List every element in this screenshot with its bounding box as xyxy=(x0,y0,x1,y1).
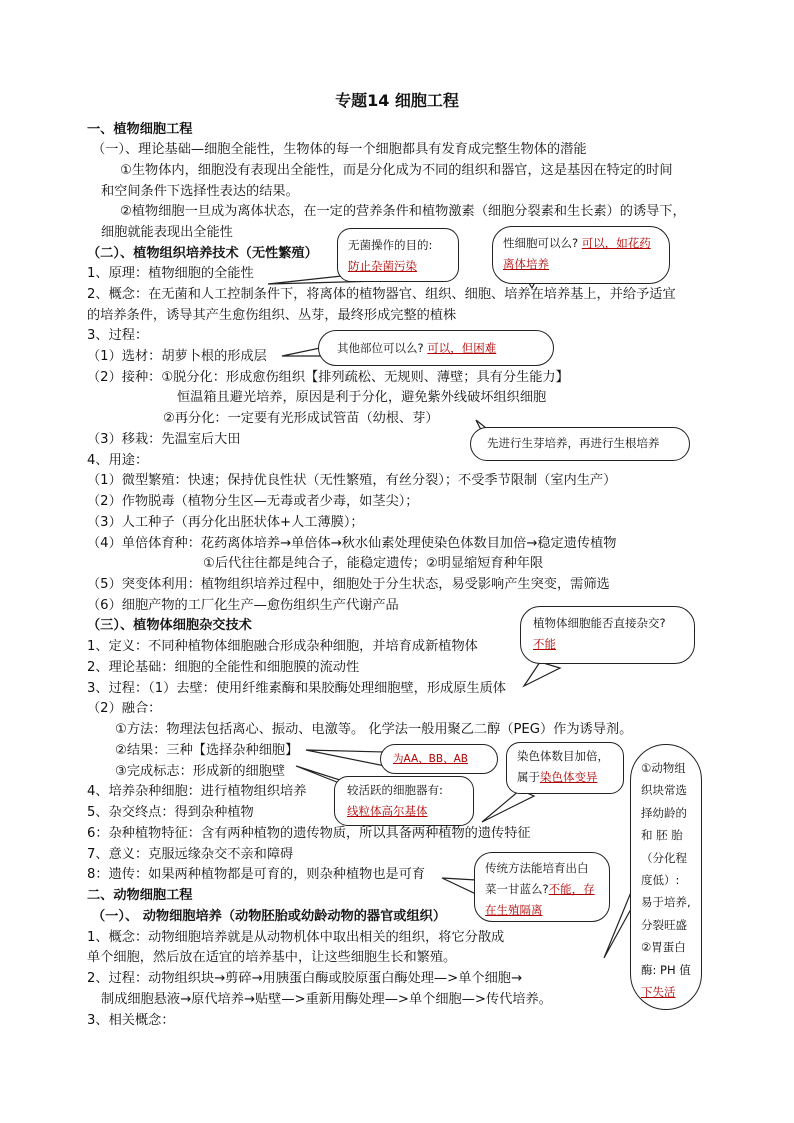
text-line: 3、相关概念： xyxy=(87,1013,175,1028)
section-heading: 二、动物细胞工程 xyxy=(87,888,193,903)
text-line: ②结果：三种【选择杂种细胞】 xyxy=(115,743,299,758)
callout-question: 无菌操作的目的: xyxy=(348,238,433,252)
text-line: ②再分化：一定要有光形成试管苗（幼根、芽） xyxy=(163,411,439,426)
text-line: 2、过程：动物组织块→剪碎→用胰蛋白酶或胶原蛋白酶处理—>单个细胞→ xyxy=(87,971,523,986)
text-line: 1、概念：动物细胞培养就是从动物机体中取出相关的组织，将它分散成 xyxy=(87,930,505,945)
text-line: ②植物细胞一旦成为离体状态，在一定的营养条件和植物激素（细胞分裂素和生长素）的诱导下， xyxy=(120,204,686,219)
text-line: 单个细胞，然后放在适宜的培养基中，让这些细胞生长和繁殖。 xyxy=(87,950,457,965)
callout-line: （分化程 xyxy=(641,850,687,865)
subsection-heading: （二）、植物组织培养技术（无性繁殖） xyxy=(87,246,318,261)
callout-question: 植物体细胞能否直接杂交? xyxy=(533,616,666,630)
text-line: （2）作物脱毒（植物分生区—无毒或者少毒，如茎尖）； xyxy=(87,494,419,509)
callout-answer: 防止杂菌污染 xyxy=(348,259,417,273)
text-line: 5、杂交终点：得到杂种植物 xyxy=(87,805,254,820)
callout-tail-types xyxy=(306,750,385,766)
callout-animal-notes xyxy=(630,744,702,1010)
callout-answer: 不能 xyxy=(533,637,556,651)
callout-line: ①动物组 xyxy=(641,761,686,775)
page-title: 专题14 细胞工程 xyxy=(335,91,459,110)
text-line: （2）接种：①脱分化：形成愈伤组织【排列疏松、无规则、薄壁；具有分生能力】 xyxy=(87,370,569,385)
text-line: （6）细胞产物的工厂化生产—愈伤组织生产代谢产品 xyxy=(87,598,399,613)
callout-line: 度低）: xyxy=(641,873,680,888)
callout-hybrid xyxy=(520,606,695,664)
callout-three-types xyxy=(380,744,498,774)
text-line: 恒温箱且避光培养，原因是利于分化，避免紫外线破坏组织细胞 xyxy=(177,390,547,405)
text-line: 3、过程： xyxy=(87,328,149,343)
callout-answer-cont: 在生殖隔离 xyxy=(485,903,543,917)
text-line: 2、概念：在无菌和人工控制条件下，将离体的植物器官、组织、细胞、培养在培养基上，并给予适宜 xyxy=(87,287,676,302)
text-line: （1）选材：胡萝卜根的形成层 xyxy=(87,349,267,364)
text-line: 4、用途： xyxy=(87,453,149,468)
text-line: 8：遗传：如果两种植物都是可育的，则杂种植物也是可育 xyxy=(87,867,426,882)
callout-chromosome xyxy=(506,742,624,794)
callout-question: 传统方法能培育出白 xyxy=(485,861,589,875)
text-line: （2）融合： xyxy=(87,701,162,716)
text-line: ①方法：物理法包括离心、振动、电激等。 化学法一般用聚乙二醇（PEG）作为诱导剂。 xyxy=(115,722,633,737)
text-line: （3）移栽：先温室后大田 xyxy=(87,432,241,447)
text-line: 的培养条件，诱导其产生愈伤组织、丛芽，最终形成完整的植株 xyxy=(87,308,457,323)
subsection-heading: （三）、植物体细胞杂交技术 xyxy=(87,618,252,633)
callout-answer: 可以，但困难 xyxy=(427,341,497,355)
callout-line: 和 胚 胎 xyxy=(641,828,683,843)
callout-question: 其他部位可以么? xyxy=(337,341,424,355)
text-line: 1、原理：植物细胞的全能性 xyxy=(87,266,254,281)
callout-answer: 可以，如花药 xyxy=(581,236,651,250)
callout-answer: 线粒体高尔基体 xyxy=(347,804,428,818)
callout-text: 先进行生芽培养，再进行生根培养 xyxy=(487,436,660,450)
text-line: 细胞就能表现出全能性 xyxy=(101,225,233,240)
callout-answer: 染色体变异 xyxy=(540,770,598,784)
callout-line: 酶: PH 值 xyxy=(641,962,691,977)
text-line: 4、培养杂种细胞：进行植物组织培养 xyxy=(87,784,307,799)
callout-answer-cont: 离体培养 xyxy=(503,257,549,271)
text-line: 6：杂种植物特征：含有两种植物的遗传物质，所以具备两种植物的遗传特征 xyxy=(87,826,531,841)
callout-organelle xyxy=(334,776,474,826)
callout-text: 为AA、BB、AB xyxy=(393,753,468,765)
text-line: （4）单倍体育种：花药离体培养→单倍体→秋水仙素处理使染色体数目加倍→稳定遗传植物 xyxy=(87,536,617,551)
text-line: 3、过程：（1）去壁：使用纤维素酶和果胶酶处理细胞壁，形成原生质体 xyxy=(87,681,506,696)
callout-tail-broccoli xyxy=(442,878,476,894)
section-heading: 一、植物细胞工程 xyxy=(87,122,193,137)
callout-sterile xyxy=(337,228,459,282)
callout-sexcell xyxy=(492,226,670,284)
callout-line: ②胃蛋白 xyxy=(641,940,686,955)
subsection-heading: （一）、 动物细胞培养（动物胚胎或幼龄动物的器官或组织） xyxy=(92,909,447,924)
callout-line: 易于培养, xyxy=(641,895,691,910)
callout-question-cont: 属于 xyxy=(517,770,540,784)
text-line: ①后代往往都是纯合子，能稳定遗传；②明显缩短育种年限 xyxy=(203,556,544,571)
text-line: （3）人工种子（再分化出胚状体+人工薄膜）； xyxy=(87,515,364,530)
callout-broccoli xyxy=(474,852,610,922)
callout-line: 择幼龄的 xyxy=(641,805,687,820)
callout-question: 染色体数目加倍， xyxy=(517,749,609,763)
text-line: ③完成标志：形成新的细胞壁 xyxy=(115,764,286,779)
text-line: （5）突变体利用：植物组织培养过程中，细胞处于分生状态，易受影响产生突变，需筛选 xyxy=(87,577,610,592)
callout-line: 下失活 xyxy=(641,985,676,1000)
callout-other-parts xyxy=(318,330,554,366)
callout-question: 性细胞可以么? xyxy=(503,236,579,250)
callout-tail-chromo xyxy=(482,790,534,822)
text-line: 1、定义：不同种植物体细胞融合形成杂种细胞，并培育成新植物体 xyxy=(87,639,478,654)
callout-question: 较活跃的细胞器有: xyxy=(347,783,443,797)
callout-bud-root xyxy=(470,427,690,461)
text-line: 2、理论基础：细胞的全能性和细胞膜的流动性 xyxy=(87,660,360,675)
callout-answer: 不能，存 xyxy=(548,882,595,896)
text-line: 和空间条件下选择性表达的结果。 xyxy=(101,184,299,199)
text-line: 7、意义：克服远缘杂交不亲和障碍 xyxy=(87,847,294,862)
text-line: （一）、理论基础—细胞全能性，生物体的每一个细胞都具有发育成完整生物体的潜能 xyxy=(92,142,587,157)
text-line: 制成细胞悬液→原代培养→贴壁—>重新用酶处理—>单个细胞—>传代培养。 xyxy=(101,992,552,1007)
callout-tail-hybrid xyxy=(524,662,560,686)
text-line: ①生物体内，细胞没有表现出全能性，而是分化成为不同的组织和器官，这是基因在特定的时间 xyxy=(120,163,673,178)
callout-line: 织块常选 xyxy=(641,783,687,798)
callout-question-cont: 菜一甘蓝么? xyxy=(485,882,549,896)
text-line: （1）微型繁殖：快速；保持优良性状（无性繁殖，有丝分裂）；不受季节限制（室内生产） xyxy=(87,473,617,488)
callout-line: 分裂旺盛 xyxy=(641,917,687,932)
